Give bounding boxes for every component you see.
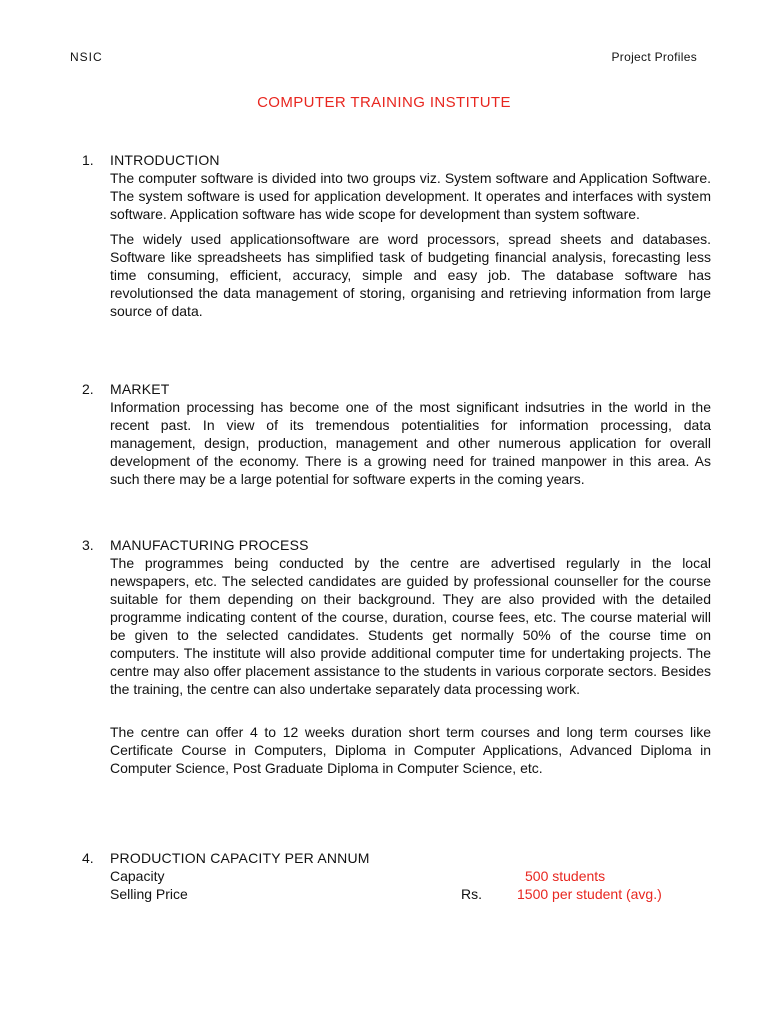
- selling-price-value: 1500 per student (avg.): [517, 886, 662, 902]
- paragraph: The widely used applicationsoftware are word processors, spread sheets and databases. Software like spreadsheets has simplified task of budgeting financial analysis, forecasting less time consuming, efficient, accuracy, simple and easy job. The database software has revolutionsed the data management of storing, organising and retrieving information from large source of data.: [110, 231, 711, 319]
- section-title: MARKET: [110, 381, 170, 397]
- header-left: NSIC: [70, 50, 103, 64]
- section-production-capacity: [82, 849, 712, 903]
- capacity-value: 500 students: [525, 868, 606, 884]
- section-heading: [82, 151, 712, 169]
- section-introduction: [82, 151, 712, 320]
- section-heading: [82, 849, 712, 867]
- section-number: 3.: [82, 537, 94, 553]
- section-number: 4.: [82, 850, 94, 866]
- paragraph: The centre can offer 4 to 12 weeks duration short term courses and long term courses like Certificate Course in Computers, Diploma in Computer Applications, Advanced Diploma in Computer Science, Post Graduate Diploma in Computer Science, etc.: [110, 724, 711, 776]
- selling-price-row: [82, 885, 712, 903]
- header-right: Project Profiles: [611, 50, 697, 64]
- section-title: PRODUCTION CAPACITY PER ANNUM: [110, 850, 370, 866]
- section-number: 1.: [82, 152, 94, 168]
- capacity-row: [82, 867, 712, 885]
- section-title: INTRODUCTION: [110, 152, 220, 168]
- paragraph: The computer software is divided into two groups viz. System software and Application Software. The system software is used for application development. It operates and interfaces with system software. Application software has wide scope for development than system software.: [110, 170, 711, 222]
- section-title: MANUFACTURING PROCESS: [110, 537, 309, 553]
- section-heading: [82, 536, 712, 554]
- paragraph: Information processing has become one of the most significant indsutries in the world in the recent past. In view of its tremendous potentialities for information processing, data management, design, production, management and other numerous application for overall development of the economy. There is a growing need for trained manpower in this area. As such there may be a large potential for software experts in the coming years.: [110, 399, 711, 487]
- selling-price-label: Selling Price: [110, 886, 188, 902]
- document-title: COMPUTER TRAINING INSTITUTE: [257, 94, 511, 111]
- paragraph: The programmes being conducted by the centre are advertised regularly in the local newspapers, etc. The selected candidates are guided by professional counseller for the course suitable for them depending on their background. They are also provided with the detailed programme indicating content of the course, duration, course fees, etc. The course material will be given to the selected candidates. Students get normally 50% of the course time on computers. The institute will also provide additional computer time for undertaking projects. The centre may also offer placement assistance to the students in various corporate sectors. Besides the training, the centre can also undertake separately data processing work.: [110, 555, 711, 697]
- section-heading: [82, 380, 712, 398]
- capacity-label: Capacity: [110, 868, 165, 884]
- selling-price-currency: Rs.: [461, 886, 482, 902]
- section-manufacturing-process: [82, 536, 712, 777]
- section-number: 2.: [82, 381, 94, 397]
- section-market: [82, 380, 712, 488]
